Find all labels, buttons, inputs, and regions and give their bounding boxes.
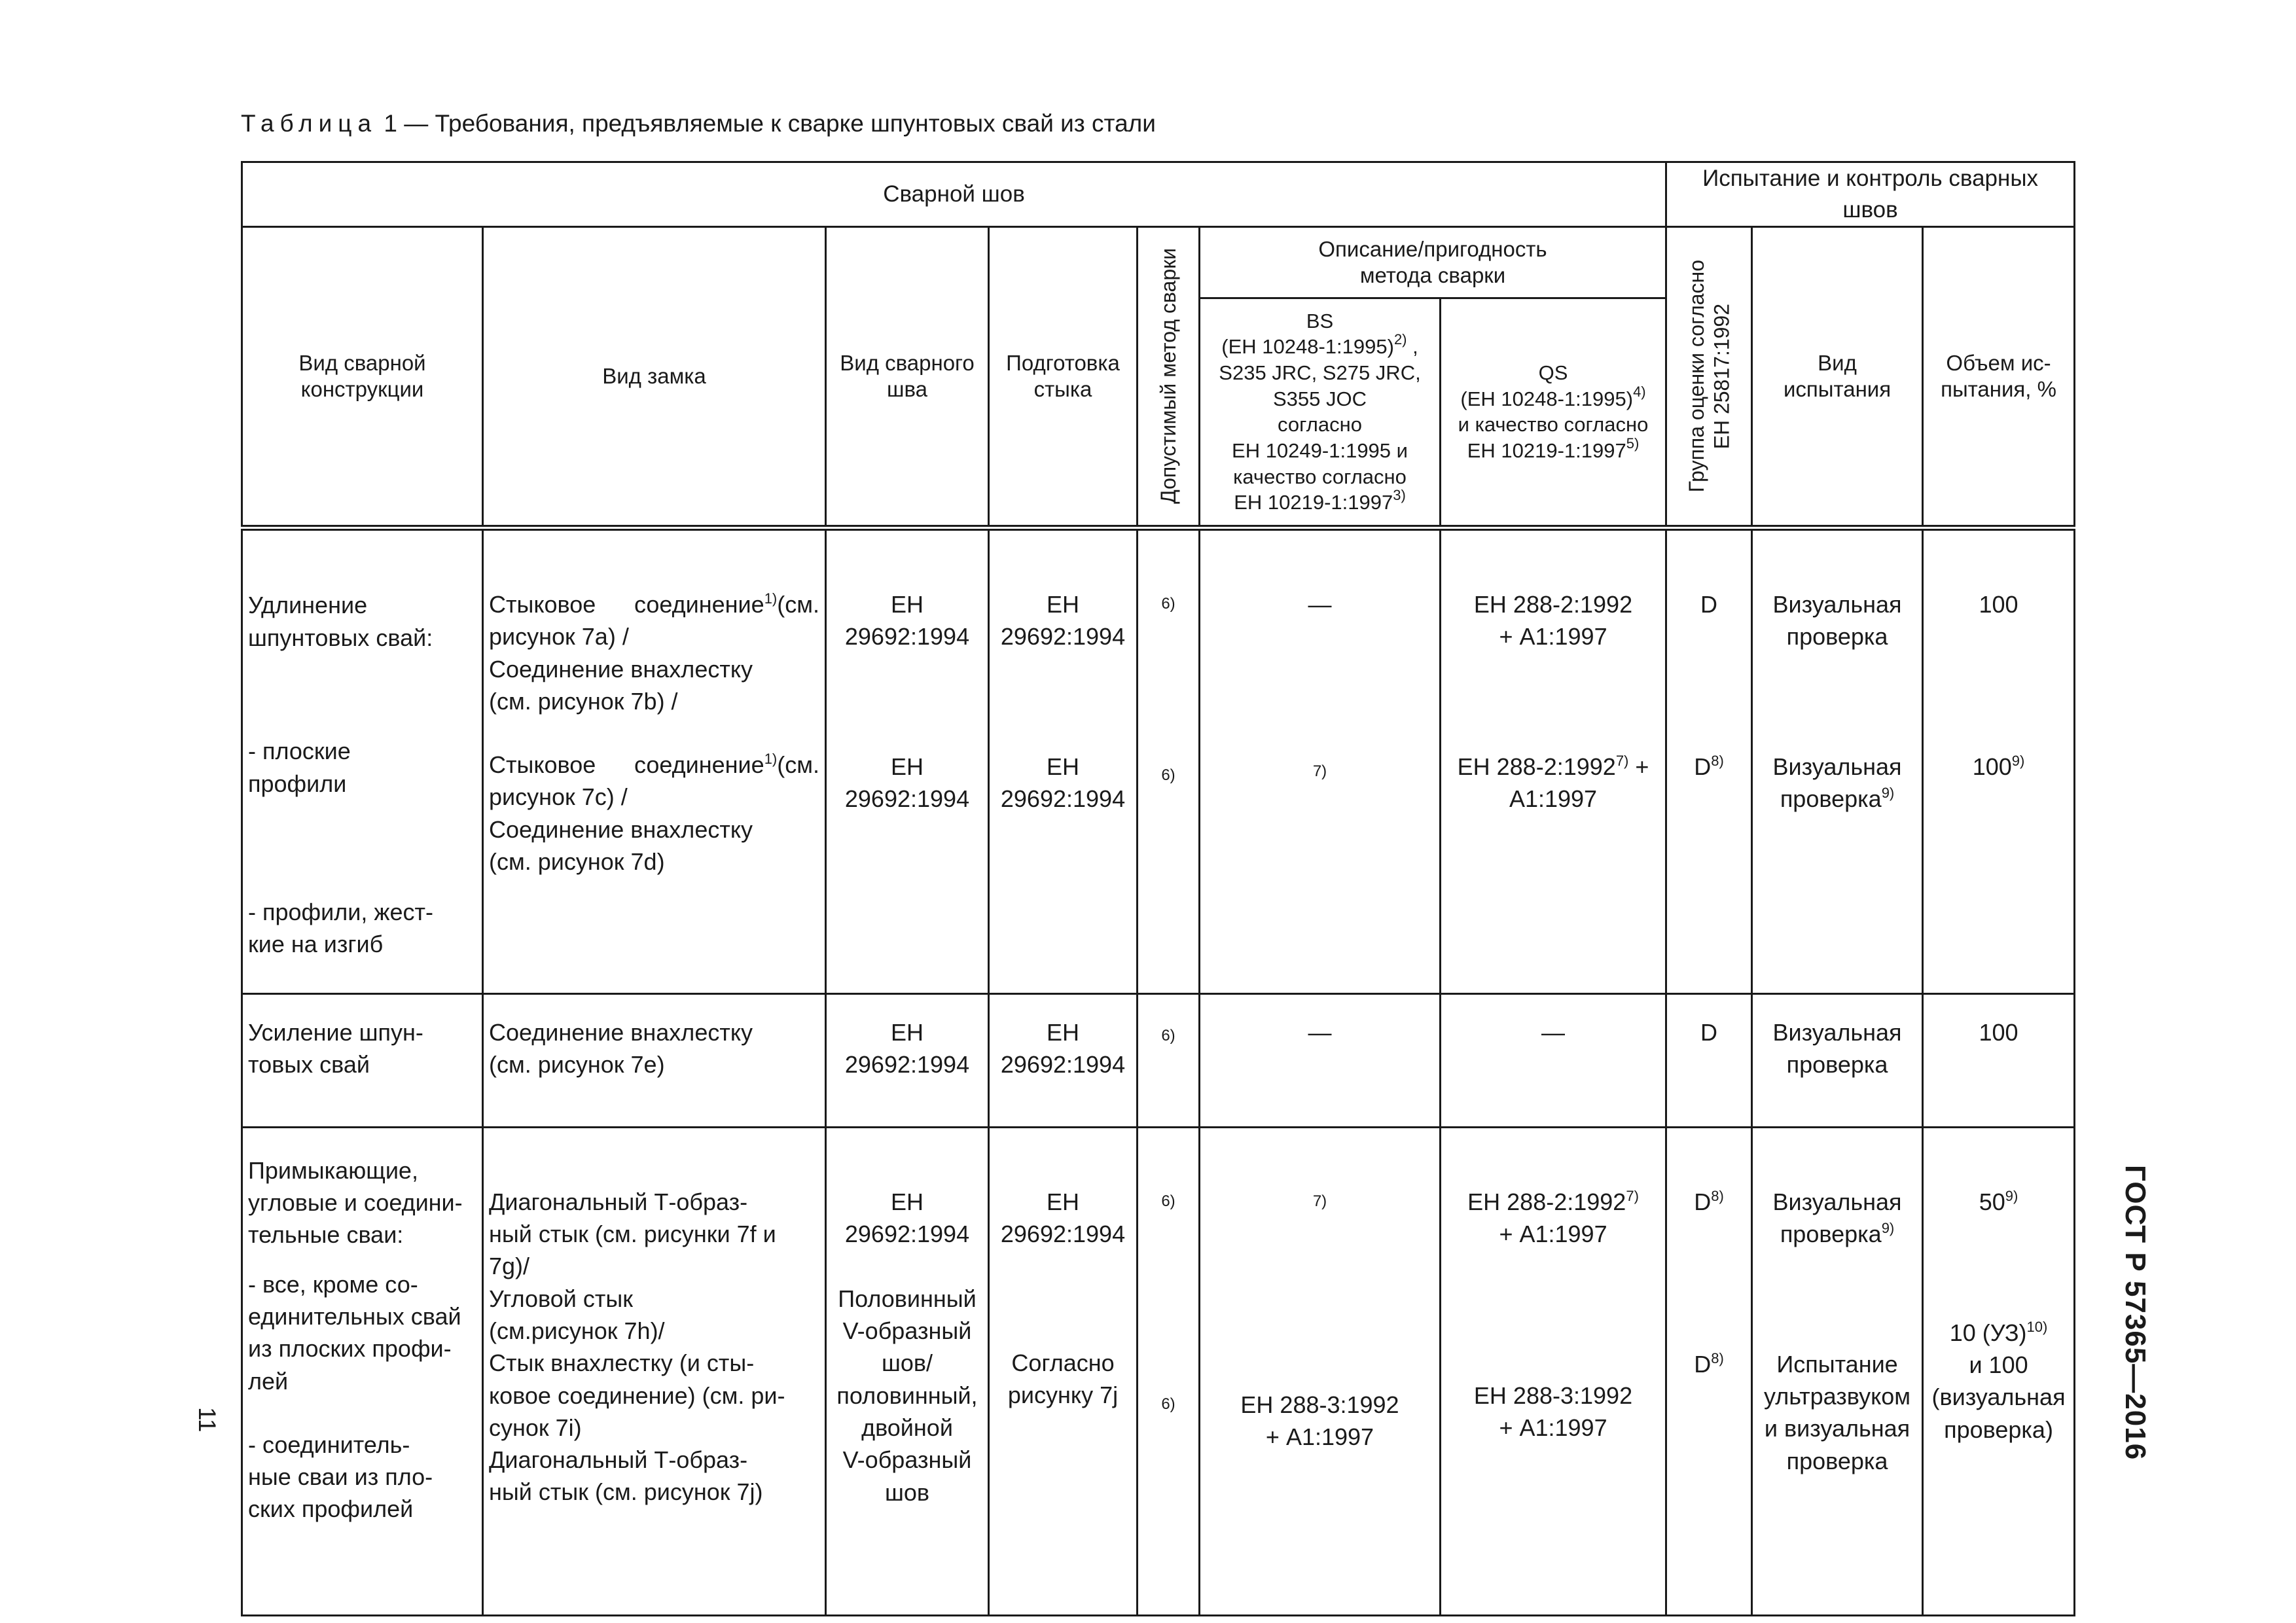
r1-construction-a: Удлинение шпунтовых свай: <box>248 592 433 651</box>
r1-prep-b: ЕН 29692:1994 <box>1000 753 1126 813</box>
cell-method <box>1138 1127 1200 1615</box>
r3-eval-a-footnote: 8) <box>1711 1187 1724 1204</box>
cell-test <box>1752 527 1923 993</box>
r3-construction-a: Примыкающие, угловые и соедини- тельные сваи: <box>248 1156 463 1249</box>
r1-weld-a: ЕН 29692:1994 <box>844 590 970 651</box>
cell-weld <box>826 527 989 993</box>
header-bs-main: BS (ЕН 10248-1:1995) <box>1221 309 1394 359</box>
r1-test-a: Визуальная проверка <box>1772 590 1902 651</box>
cell-method <box>1138 527 1200 993</box>
r3-vol-a: 50 <box>1979 1188 2005 1215</box>
r1-eval-a: D <box>1700 590 1718 618</box>
r1-bs-b: 7) <box>1312 762 1327 780</box>
r2-qs: — <box>1441 993 1666 1127</box>
header-joint-prep: Подготовка стыка <box>989 226 1138 527</box>
r2-eval: D <box>1666 993 1752 1127</box>
r1-qs-b1: ЕН 288-2:1992 <box>1457 753 1616 780</box>
r3-bs-a: 7) <box>1312 1192 1327 1210</box>
header-bs <box>1200 298 1441 527</box>
r2-bs: — <box>1200 993 1441 1127</box>
r3-qs-a2: + А1:1997 <box>1499 1220 1607 1247</box>
header-eval-group: Группа оценки согласно ЕН 25817:1992 <box>1684 260 1734 493</box>
r1-lock-b1-footnote: 1) <box>764 751 778 768</box>
r3-method-a: 6) <box>1161 1192 1175 1210</box>
header-test-type: Вид испытания <box>1752 226 1923 527</box>
header-method: Допустимый метод сварки <box>1156 248 1180 505</box>
r3-prep-a: ЕН 29692:1994 <box>1000 1188 1126 1247</box>
cell-method <box>1138 993 1200 1127</box>
cell-eval <box>1666 527 1752 993</box>
r1-construction-b: - плоские профили <box>248 738 351 797</box>
r1-lock-b2: (см. рисунок 7с) / Соединение внахлестку (см. рисунок 7d) <box>489 751 819 876</box>
r1-prep-a: ЕН 29692:1994 <box>1000 590 1126 651</box>
header-qs <box>1441 298 1666 527</box>
cell-lock <box>483 527 826 993</box>
cell-eval <box>1666 1127 1752 1615</box>
cell-qs <box>1441 1127 1666 1615</box>
r3-vol-a-footnote: 9) <box>2005 1187 2018 1204</box>
r3-vol-b1: 10 (УЗ) <box>1949 1319 2027 1346</box>
cell-prep <box>989 527 1138 993</box>
r3-vol-b2: и 100 (визуальная проверка) <box>1931 1351 2066 1443</box>
table-row <box>242 993 2075 1127</box>
table-row <box>242 527 2075 993</box>
header-description: Описание/пригодность метода сварки <box>1200 226 1666 298</box>
r2-test: Визуальная проверка <box>1752 993 1923 1127</box>
r1-qs-a: ЕН 288-2:1992 + А1:1997 <box>1473 590 1633 651</box>
r1-test-b: Визуальная проверка <box>1772 753 1902 813</box>
header-bs-rest: , S235 JRC, S275 JRC, S355 JOC согласно ЕН 10249-1:1995 и качество согласно ЕН 10219-1:1997 <box>1219 335 1421 514</box>
table-caption <box>241 110 1156 137</box>
header-eval-cell <box>1666 226 1752 527</box>
cell-construction <box>242 1127 483 1615</box>
r1-qs-b2: + А1:1997 <box>1509 753 1649 813</box>
r1-eval-b: D <box>1694 753 1712 780</box>
requirements-table <box>241 161 2075 1616</box>
header-bs-footnote-2: 3) <box>1393 487 1406 504</box>
r3-eval-a: D <box>1694 1188 1712 1215</box>
r1-lock-a1-footnote: 1) <box>764 590 778 607</box>
r2-method: 6) <box>1161 1026 1175 1044</box>
header-lock: Вид замка <box>483 226 826 527</box>
r3-bs-b: ЕН 288-3:1992 + А1:1997 <box>1240 1391 1399 1450</box>
r1-eval-b-footnote: 8) <box>1711 752 1724 769</box>
table-row <box>242 1127 2075 1615</box>
r1-construction-c: - профили, жест- кие на изгиб <box>248 898 433 957</box>
r1-test-b-footnote: 9) <box>1881 785 1895 802</box>
r1-lock-a2: (см. рисунок 7а) / Соединение внахлестку (см. рисунок 7b) / <box>489 590 819 715</box>
r3-method-b: 6) <box>1161 1395 1175 1413</box>
header-qs-footnote-2: 5) <box>1626 435 1640 452</box>
cell-volume <box>1923 1127 2075 1615</box>
cell-bs <box>1200 1127 1441 1615</box>
r1-vol-b: 100 <box>1972 753 2012 780</box>
r1-method-b: 6) <box>1161 766 1175 784</box>
cell-construction <box>242 527 483 993</box>
r1-vol-b-footnote: 9) <box>2011 752 2025 769</box>
cell-weld <box>826 1127 989 1615</box>
r3-test-b: Испытание ультразвуком и визуальная проверка <box>1764 1350 1911 1474</box>
table-caption-label: Таблица <box>241 110 378 137</box>
r2-prep: ЕН 29692:1994 <box>989 993 1138 1127</box>
cell-test <box>1752 1127 1923 1615</box>
header-qs-footnote: 4) <box>1633 383 1646 400</box>
table-caption-text: 1 — Требования, предъявляемые к сварке шпунтовых свай из стали <box>384 110 1156 137</box>
r1-lock-a1: Стыковое соединение <box>489 590 764 618</box>
r1-vol-a: 100 <box>1979 590 2018 618</box>
header-bs-footnote: 2) <box>1393 331 1407 348</box>
r1-weld-b: ЕН 29692:1994 <box>844 753 970 813</box>
r3-test-a: Визуальная проверка <box>1772 1188 1902 1247</box>
r1-method-a: 6) <box>1161 594 1175 613</box>
r1-qs-b-footnote: 7) <box>1615 752 1629 769</box>
cell-volume <box>1923 527 2075 993</box>
r2-lock: Соединение внахлестку (см. рисунок 7е) <box>483 993 826 1127</box>
r1-lock-b1: Стыковое соединение <box>489 751 764 779</box>
r2-construction: Усиление шпун- товых свай <box>242 993 483 1127</box>
header-test-volume: Объем ис- пытания, % <box>1923 226 2075 527</box>
header-method-cell <box>1138 226 1200 527</box>
page-number: 11 <box>194 1407 221 1433</box>
header-test-group: Испытание и контроль сварных швов <box>1666 162 2075 227</box>
r3-weld-a: ЕН 29692:1994 <box>844 1188 970 1247</box>
r3-qs-a1: ЕН 288-2:1992 <box>1467 1188 1626 1215</box>
header-qs-main: QS (ЕН 10248-1:1995) <box>1460 361 1634 410</box>
r2-weld: ЕН 29692:1994 <box>826 993 989 1127</box>
cell-prep <box>989 1127 1138 1615</box>
header-qs-rest: и качество согласно ЕН 10219-1:1997 <box>1458 413 1649 463</box>
r3-eval-b-footnote: 8) <box>1711 1349 1724 1366</box>
r2-vol: 100 <box>1923 993 2075 1127</box>
header-weld-type: Вид сварного шва <box>826 226 989 527</box>
r3-vol-b-footnote: 10) <box>2026 1318 2048 1335</box>
r1-bs-a: — <box>1308 590 1332 618</box>
r3-construction-c: - соединитель- ные сваи из пло- ских профилей <box>248 1431 433 1523</box>
cell-qs <box>1441 527 1666 993</box>
r3-lock: Диагональный Т-образ- ный стык (см. рисунки 7f и 7g)/ Угловой стык (см.рисунок 7h)/ Стык внахлестку (и сты- ковое соединение) (см. ри- сунок 7i) Диагональный Т-образ- ный стык (см. рисунок 7j) <box>483 1127 826 1615</box>
cell-bs <box>1200 527 1441 993</box>
r3-qs-a-footnote: 7) <box>1626 1187 1639 1204</box>
r3-qs-b: ЕН 288-3:1992 + А1:1997 <box>1473 1382 1633 1441</box>
r3-weld-b: Половинный V-образный шов/ половинный, двойной V-образный шов <box>836 1285 978 1506</box>
r3-test-a-footnote: 9) <box>1881 1219 1895 1236</box>
header-construction: Вид сварной конструкции <box>242 226 483 527</box>
r3-prep-b: Согласно рисунку 7j <box>1007 1349 1119 1408</box>
r3-eval-b: D <box>1694 1350 1712 1378</box>
document-standard-title: ГОСТ Р 57365—2016 <box>2119 1165 2151 1461</box>
header-weld-group: Сварной шов <box>242 162 1666 227</box>
r3-construction-b: - все, кроме со- единительных свай из плоских профи- лей <box>248 1270 461 1395</box>
